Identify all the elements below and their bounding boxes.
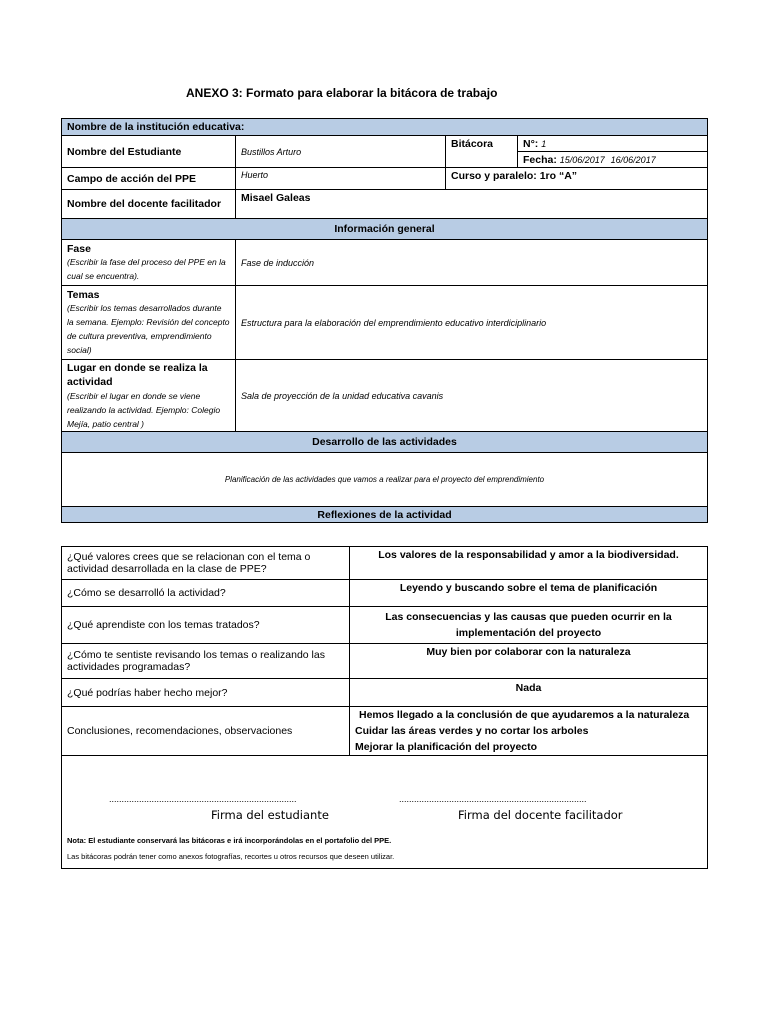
campo-value: Huerto [236,168,446,190]
desarrollo-value: Planificación de las actividades que vamos a realizar para el proyecto del emprendimiento [62,453,708,507]
firmas-cell [62,756,708,869]
conclusion-answer [350,707,708,756]
conclusion-line: Cuidar las áreas verdes y no cortar los arboles [355,725,589,737]
fase-hint: (Escribir la fase del proceso del PPE en la cual se encuentra). [67,256,226,281]
conclusion-line: Hemos llegado a la conclusión de que ayudaremos a la naturaleza [359,709,690,721]
firma-docente-label: Firma del docente facilitador [458,808,623,822]
number-label: N°: [523,137,539,150]
bitacora-table [61,118,708,523]
fase-label-cell [62,240,236,286]
fecha-value-1: 15/06/2017 [559,154,605,165]
curso-label: Curso y paralelo: [451,170,537,182]
reflexion-answer: Las consecuencias y las causas que pueden ocurrir en la implementación del proyecto [350,607,708,644]
reflexion-answer: Leyendo y buscando sobre el tema de planificación [350,580,708,607]
temas-label-cell [62,286,236,360]
lugar-hint: (Escribir el lugar en donde se viene realizando la actividad. Ejemplo: Colegio Mejía, patio central ) [67,390,221,429]
reflexiones-table [61,546,708,869]
reflexiones-heading: Reflexiones de la actividad [62,507,708,523]
fase-value: Fase de inducción [236,240,708,286]
fecha-label: Fecha: [523,153,557,166]
reflexion-answer: Nada [350,679,708,707]
reflexion-answer: Los valores de la responsabilidad y amor a la biodiversidad. [350,547,708,580]
note-line-2: Las bitácoras podrán tener como anexos fotografías, recortes u otros recursos que deseen utilizar. [67,852,395,861]
temas-hint: (Escribir los temas desarrollados durante la semana. Ejemplo: Revisión del concepto de cultura preventiva, emprendimiento social) [67,302,230,355]
number-cell [518,136,708,152]
conclusion-line: Mejorar la planificación del proyecto [355,741,538,753]
lugar-label: Lugar en donde se realiza la actividad [67,361,208,388]
firmas-area [67,756,702,868]
note-line-1 [67,836,391,845]
number-value: 1 [541,138,547,149]
firma-estudiante-label: Firma del estudiante [211,808,329,822]
conclusion-question: Conclusiones, recomendaciones, observaciones [62,707,350,756]
student-label: Nombre del Estudiante [62,136,236,168]
curso-value: 1ro “A” [539,170,578,182]
institution-label: Nombre de la institución educativa: [62,119,708,136]
student-value: Bustillos Arturo [236,136,446,168]
document-title: ANEXO 3: Formato para elaborar la bitácora de trabajo [186,86,498,100]
lugar-label-cell [62,360,236,432]
bitacora-label: Bitácora [446,136,518,168]
reflexion-answer: Muy bien por colaborar con la naturaleza [350,644,708,679]
docente-value: Misael Galeas [236,190,708,219]
reflexion-question: ¿Qué aprendiste con los temas tratados? [62,607,350,644]
fecha-value-2: 16/06/2017 [610,154,656,165]
note-text-1: Nota: El estudiante conservará las bitácoras e irá incorporándolas en el portafolio del PPE. [67,836,392,845]
reflexion-question: ¿Qué valores crees que se relacionan con el tema o actividad desarrollada en la clase de PPE? [62,547,350,580]
temas-label: Temas [67,288,100,301]
campo-label: Campo de acción del PPE [62,168,236,190]
info-general-heading: Información general [62,219,708,240]
desarrollo-heading: Desarrollo de las actividades [62,432,708,453]
reflexion-question: ¿Cómo se desarrolló la actividad? [62,580,350,607]
reflexion-question: ¿Cómo te sentiste revisando los temas o realizando las actividades programadas? [62,644,350,679]
fase-label: Fase [67,242,91,255]
fecha-cell [518,152,708,168]
firma-estudiante-line: ........................................................................... [109,794,297,804]
firma-docente-line: ........................................................................... [399,794,587,804]
curso-cell [446,168,708,190]
docente-label: Nombre del docente facilitador [62,190,236,219]
reflexion-question: ¿Qué podrías haber hecho mejor? [62,679,350,707]
lugar-value: Sala de proyección de la unidad educativa cavanis [236,360,708,432]
temas-value: Estructura para la elaboración del emprendimiento educativo interdiciplinario [236,286,708,360]
